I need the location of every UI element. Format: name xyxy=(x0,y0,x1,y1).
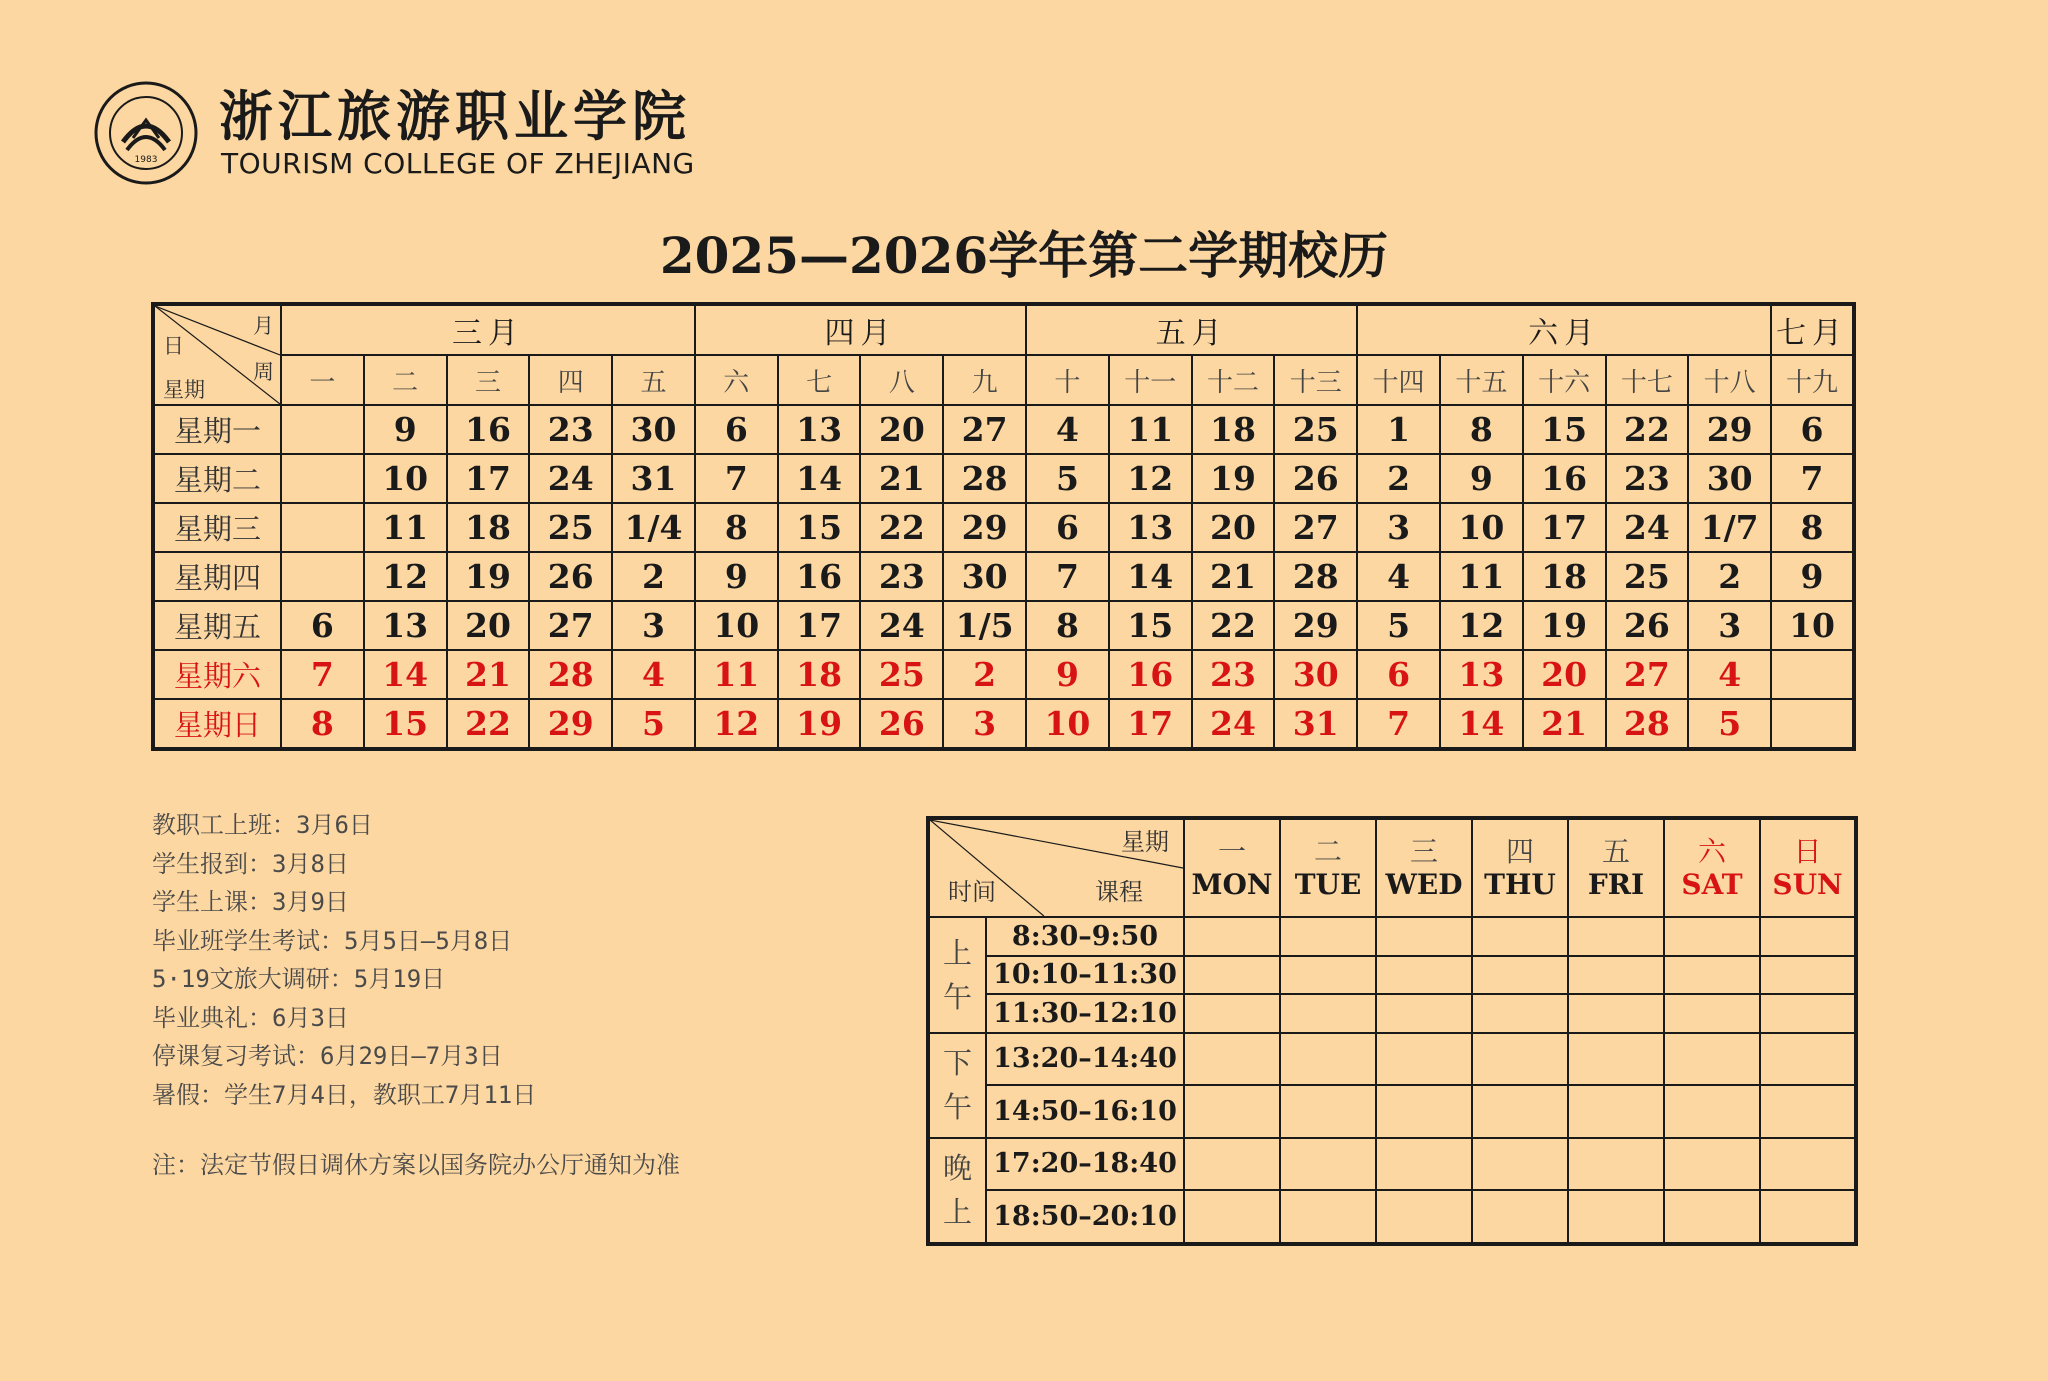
day-column-header xyxy=(1280,818,1376,917)
date-cell: 22 xyxy=(1606,405,1689,454)
course-cell[interactable] xyxy=(1376,1138,1472,1190)
date-cell: 11 xyxy=(695,650,778,699)
date-cell: 25 xyxy=(1606,552,1689,601)
date-cell: 23 xyxy=(529,405,612,454)
course-cell[interactable] xyxy=(1376,994,1472,1033)
date-cell: 31 xyxy=(1274,699,1357,749)
date-cell: 31 xyxy=(612,454,695,503)
week-number: 十七 xyxy=(1606,355,1689,405)
course-cell[interactable] xyxy=(1280,1138,1376,1190)
date-cell: 16 xyxy=(447,405,530,454)
day-column-header xyxy=(1760,818,1856,917)
date-cell: 22 xyxy=(860,503,943,552)
date-cell: 12 xyxy=(1440,601,1523,650)
date-cell: 23 xyxy=(1606,454,1689,503)
date-cell: 21 xyxy=(860,454,943,503)
date-cell: 27 xyxy=(1274,503,1357,552)
week-number: 十二 xyxy=(1192,355,1275,405)
date-cell: 16 xyxy=(1523,454,1606,503)
time-slot: 11:30–12:10 xyxy=(986,994,1184,1033)
date-cell: 30 xyxy=(612,405,695,454)
date-cell: 28 xyxy=(529,650,612,699)
day-name-chinese: 一 xyxy=(1217,835,1246,868)
date-cell: 27 xyxy=(529,601,612,650)
date-cell: 16 xyxy=(778,552,861,601)
day-name-english: THU xyxy=(1484,868,1556,901)
date-cell xyxy=(281,454,364,503)
date-cell: 3 xyxy=(1357,503,1440,552)
date-cell: 13 xyxy=(364,601,447,650)
period-label-char: 午 xyxy=(942,1090,972,1125)
course-cell[interactable] xyxy=(1184,994,1280,1033)
date-cell: 7 xyxy=(281,650,364,699)
course-cell[interactable] xyxy=(1280,994,1376,1033)
course-cell[interactable] xyxy=(1664,1033,1760,1086)
weekday-row xyxy=(153,650,1854,699)
course-cell[interactable] xyxy=(1568,1138,1664,1190)
course-cell[interactable] xyxy=(1760,917,1856,956)
course-cell[interactable] xyxy=(1664,1085,1760,1138)
course-cell[interactable] xyxy=(1472,1190,1568,1244)
course-cell[interactable] xyxy=(1376,956,1472,995)
timetable-row xyxy=(928,1033,1856,1086)
date-cell: 25 xyxy=(860,650,943,699)
date-cell xyxy=(281,405,364,454)
class-timetable xyxy=(926,816,1858,1246)
date-cell: 14 xyxy=(1440,699,1523,749)
month-label: 四月 xyxy=(695,304,1026,355)
date-cell: 18 xyxy=(1523,552,1606,601)
date-cell: 16 xyxy=(1109,650,1192,699)
day-column-header xyxy=(1568,818,1664,917)
date-cell: 9 xyxy=(1440,454,1523,503)
date-cell xyxy=(281,503,364,552)
date-cell: 22 xyxy=(1192,601,1275,650)
date-cell: 8 xyxy=(281,699,364,749)
date-cell: 5 xyxy=(612,699,695,749)
month-header-row xyxy=(153,304,1854,355)
course-cell[interactable] xyxy=(1280,1190,1376,1244)
month-label: 六月 xyxy=(1357,304,1771,355)
course-cell[interactable] xyxy=(1376,1085,1472,1138)
date-cell: 2 xyxy=(1357,454,1440,503)
date-cell: 1/5 xyxy=(943,601,1026,650)
weekday-row xyxy=(153,699,1854,749)
day-column-header xyxy=(1664,818,1760,917)
date-cell: 1 xyxy=(1357,405,1440,454)
date-cell: 2 xyxy=(1688,552,1771,601)
date-cell: 20 xyxy=(447,601,530,650)
period-label-char: 午 xyxy=(942,979,972,1014)
timetable-row xyxy=(928,917,1856,956)
date-cell: 17 xyxy=(778,601,861,650)
note-item: 毕业典礼：6月3日 xyxy=(152,1003,349,1032)
week-number: 十一 xyxy=(1109,355,1192,405)
date-cell: 26 xyxy=(529,552,612,601)
date-cell: 3 xyxy=(1688,601,1771,650)
date-cell: 6 xyxy=(695,405,778,454)
date-cell: 5 xyxy=(1357,601,1440,650)
course-cell[interactable] xyxy=(1760,1138,1856,1190)
corner-label-weekday: 星期 xyxy=(163,378,205,402)
week-number: 五 xyxy=(612,355,695,405)
course-cell[interactable] xyxy=(1664,956,1760,995)
date-cell: 20 xyxy=(860,405,943,454)
timetable-corner-header xyxy=(928,818,1184,917)
date-cell: 10 xyxy=(1026,699,1109,749)
date-cell: 5 xyxy=(1026,454,1109,503)
date-cell: 2 xyxy=(943,650,1026,699)
time-slot: 18:50–20:10 xyxy=(986,1190,1184,1244)
school-calendar-table xyxy=(151,302,1856,751)
date-cell: 23 xyxy=(860,552,943,601)
weekday-label: 星期一 xyxy=(153,405,281,454)
week-number: 十五 xyxy=(1440,355,1523,405)
course-cell[interactable] xyxy=(1760,1033,1856,1086)
date-cell: 25 xyxy=(1274,405,1357,454)
schedule-notes xyxy=(152,806,680,1185)
timetable-header-row xyxy=(928,818,1856,917)
date-cell: 21 xyxy=(1192,552,1275,601)
date-cell: 7 xyxy=(695,454,778,503)
college-name-chinese: 浙江旅游职业学院 xyxy=(219,84,691,148)
date-cell: 6 xyxy=(1771,405,1854,454)
corner-label-day: 日 xyxy=(163,334,184,358)
time-slot: 17:20–18:40 xyxy=(986,1138,1184,1190)
course-cell[interactable] xyxy=(1472,917,1568,956)
month-label: 三月 xyxy=(281,304,695,355)
period-label-char: 下 xyxy=(942,1046,972,1081)
date-cell: 17 xyxy=(1109,699,1192,749)
week-number-row xyxy=(153,355,1854,405)
timetable-row xyxy=(928,956,1856,995)
week-number: 十三 xyxy=(1274,355,1357,405)
date-cell: 10 xyxy=(695,601,778,650)
day-name-chinese: 四 xyxy=(1505,835,1534,868)
date-cell: 28 xyxy=(1606,699,1689,749)
date-cell: 30 xyxy=(1274,650,1357,699)
note-item: 毕业班学生考试：5月5日—5月8日 xyxy=(152,926,513,955)
date-cell: 24 xyxy=(1192,699,1275,749)
date-cell xyxy=(1771,650,1854,699)
course-cell[interactable] xyxy=(1472,1085,1568,1138)
time-slot: 13:20–14:40 xyxy=(986,1033,1184,1086)
date-cell: 7 xyxy=(1771,454,1854,503)
date-cell: 14 xyxy=(1109,552,1192,601)
course-cell[interactable] xyxy=(1664,1138,1760,1190)
date-cell: 26 xyxy=(1274,454,1357,503)
day-name-chinese: 六 xyxy=(1697,835,1726,868)
date-cell: 8 xyxy=(1440,405,1523,454)
date-cell: 30 xyxy=(1688,454,1771,503)
course-cell[interactable] xyxy=(1184,1190,1280,1244)
course-cell[interactable] xyxy=(1664,994,1760,1033)
date-cell: 4 xyxy=(1688,650,1771,699)
date-cell: 28 xyxy=(1274,552,1357,601)
time-slot: 10:10–11:30 xyxy=(986,956,1184,995)
date-cell: 4 xyxy=(1357,552,1440,601)
date-cell: 15 xyxy=(364,699,447,749)
course-cell[interactable] xyxy=(1184,1085,1280,1138)
date-cell: 14 xyxy=(364,650,447,699)
weekday-label: 星期二 xyxy=(153,454,281,503)
period-label xyxy=(928,1138,986,1244)
date-cell: 3 xyxy=(612,601,695,650)
note-item: 学生报到：3月8日 xyxy=(152,849,349,878)
week-number: 十六 xyxy=(1523,355,1606,405)
date-cell: 8 xyxy=(695,503,778,552)
day-name-english: TUE xyxy=(1294,868,1362,901)
week-number: 四 xyxy=(529,355,612,405)
course-cell[interactable] xyxy=(1568,956,1664,995)
date-cell: 9 xyxy=(695,552,778,601)
date-cell: 7 xyxy=(1357,699,1440,749)
course-cell[interactable] xyxy=(1376,1033,1472,1086)
date-cell: 20 xyxy=(1192,503,1275,552)
course-cell[interactable] xyxy=(1664,1190,1760,1244)
date-cell: 27 xyxy=(1606,650,1689,699)
day-column-header xyxy=(1184,818,1280,917)
day-name-english: SUN xyxy=(1772,868,1843,901)
footnote: 注：法定节假日调休方案以国务院办公厅通知为准 xyxy=(152,1151,680,1179)
date-cell: 6 xyxy=(1357,650,1440,699)
note-item: 暑假：学生7月4日，教职工7月11日 xyxy=(152,1080,537,1109)
corner-label-time: 时间 xyxy=(948,878,996,906)
corner-label-week: 周 xyxy=(253,360,274,384)
weekday-label: 星期三 xyxy=(153,503,281,552)
date-cell xyxy=(281,552,364,601)
course-cell[interactable] xyxy=(1376,917,1472,956)
page-title: 2025—2026学年第二学期校历 xyxy=(659,226,1389,285)
week-number: 二 xyxy=(364,355,447,405)
course-cell[interactable] xyxy=(1568,917,1664,956)
weekday-row xyxy=(153,405,1854,454)
timetable-row xyxy=(928,1138,1856,1190)
course-cell[interactable] xyxy=(1760,1085,1856,1138)
date-cell: 8 xyxy=(1026,601,1109,650)
course-cell[interactable] xyxy=(1376,1190,1472,1244)
date-cell: 18 xyxy=(1192,405,1275,454)
period-label-char: 上 xyxy=(942,935,972,970)
date-cell: 6 xyxy=(281,601,364,650)
day-name-english: WED xyxy=(1385,868,1463,901)
date-cell: 15 xyxy=(778,503,861,552)
date-cell: 13 xyxy=(1440,650,1523,699)
date-cell: 11 xyxy=(1109,405,1192,454)
date-cell: 19 xyxy=(447,552,530,601)
date-cell: 27 xyxy=(943,405,1026,454)
course-cell[interactable] xyxy=(1664,917,1760,956)
time-slot: 8:30–9:50 xyxy=(986,917,1184,956)
date-cell: 9 xyxy=(364,405,447,454)
course-cell[interactable] xyxy=(1760,994,1856,1033)
period-label xyxy=(928,917,986,1033)
week-number: 九 xyxy=(943,355,1026,405)
week-number: 十八 xyxy=(1688,355,1771,405)
date-cell: 11 xyxy=(1440,552,1523,601)
date-cell: 23 xyxy=(1192,650,1275,699)
course-cell[interactable] xyxy=(1280,956,1376,995)
date-cell: 19 xyxy=(1523,601,1606,650)
course-cell[interactable] xyxy=(1472,956,1568,995)
date-cell: 24 xyxy=(529,454,612,503)
date-cell: 9 xyxy=(1026,650,1109,699)
weekday-row xyxy=(153,552,1854,601)
date-cell: 19 xyxy=(1192,454,1275,503)
course-cell[interactable] xyxy=(1472,994,1568,1033)
corner-label-weekday: 星期 xyxy=(1121,828,1169,856)
week-number: 十九 xyxy=(1771,355,1854,405)
college-name-english: TOURISM COLLEGE OF ZHEJIANG xyxy=(221,147,695,180)
calendar-corner-header xyxy=(153,304,281,405)
day-name-chinese: 日 xyxy=(1793,835,1822,868)
date-cell: 26 xyxy=(1606,601,1689,650)
weekday-label: 星期六 xyxy=(153,650,281,699)
date-cell: 21 xyxy=(447,650,530,699)
day-name-chinese: 五 xyxy=(1601,835,1630,868)
date-cell: 26 xyxy=(860,699,943,749)
course-cell[interactable] xyxy=(1184,956,1280,995)
date-cell: 1/4 xyxy=(612,503,695,552)
day-name-english: SAT xyxy=(1681,868,1743,901)
date-cell: 15 xyxy=(1523,405,1606,454)
date-cell: 13 xyxy=(1109,503,1192,552)
timetable-row xyxy=(928,1190,1856,1244)
time-slot: 14:50–16:10 xyxy=(986,1085,1184,1138)
date-cell: 29 xyxy=(943,503,1026,552)
week-number: 十 xyxy=(1026,355,1109,405)
month-label: 七月 xyxy=(1771,304,1854,355)
date-cell: 10 xyxy=(1440,503,1523,552)
course-cell[interactable] xyxy=(1280,1033,1376,1086)
date-cell: 17 xyxy=(1523,503,1606,552)
date-cell: 19 xyxy=(778,699,861,749)
date-cell: 30 xyxy=(943,552,1026,601)
date-cell: 17 xyxy=(447,454,530,503)
week-number: 六 xyxy=(695,355,778,405)
week-number: 七 xyxy=(778,355,861,405)
note-item: 5·19文旅大调研：5月19日 xyxy=(152,965,446,993)
date-cell: 28 xyxy=(943,454,1026,503)
day-column-header xyxy=(1472,818,1568,917)
weekday-row xyxy=(153,503,1854,552)
date-cell: 12 xyxy=(1109,454,1192,503)
weekday-row xyxy=(153,454,1854,503)
course-cell[interactable] xyxy=(1184,1138,1280,1190)
month-label: 五月 xyxy=(1026,304,1357,355)
weekday-label: 星期日 xyxy=(153,699,281,749)
date-cell xyxy=(1771,699,1854,749)
date-cell: 5 xyxy=(1688,699,1771,749)
date-cell: 12 xyxy=(364,552,447,601)
corner-label-month: 月 xyxy=(253,314,274,338)
course-cell[interactable] xyxy=(1568,1085,1664,1138)
course-cell[interactable] xyxy=(1280,917,1376,956)
date-cell: 3 xyxy=(943,699,1026,749)
date-cell: 13 xyxy=(778,405,861,454)
week-number: 一 xyxy=(281,355,364,405)
date-cell: 4 xyxy=(1026,405,1109,454)
note-item: 停课复习考试：6月29日—7月3日 xyxy=(152,1042,503,1070)
course-cell[interactable] xyxy=(1184,917,1280,956)
date-cell: 9 xyxy=(1771,552,1854,601)
day-name-english: MON xyxy=(1191,868,1273,901)
date-cell: 29 xyxy=(1688,405,1771,454)
date-cell: 8 xyxy=(1771,503,1854,552)
date-cell: 22 xyxy=(447,699,530,749)
date-cell: 7 xyxy=(1026,552,1109,601)
college-seal-icon xyxy=(93,80,199,186)
date-cell: 10 xyxy=(1771,601,1854,650)
date-cell: 24 xyxy=(1606,503,1689,552)
course-cell[interactable] xyxy=(1760,956,1856,995)
timetable-row xyxy=(928,994,1856,1033)
date-cell: 29 xyxy=(529,699,612,749)
day-column-header xyxy=(1376,818,1472,917)
week-number: 八 xyxy=(860,355,943,405)
course-cell[interactable] xyxy=(1760,1190,1856,1244)
date-cell: 20 xyxy=(1523,650,1606,699)
date-cell: 10 xyxy=(364,454,447,503)
date-cell: 15 xyxy=(1109,601,1192,650)
day-name-chinese: 二 xyxy=(1313,835,1342,868)
week-number: 三 xyxy=(447,355,530,405)
period-label xyxy=(928,1033,986,1138)
timetable-row xyxy=(928,1085,1856,1138)
course-cell[interactable] xyxy=(1568,994,1664,1033)
course-cell[interactable] xyxy=(1280,1085,1376,1138)
course-cell[interactable] xyxy=(1472,1033,1568,1086)
seal-year: 1983 xyxy=(134,155,158,165)
date-cell: 14 xyxy=(778,454,861,503)
period-label-char: 上 xyxy=(942,1195,972,1230)
weekday-label: 星期五 xyxy=(153,601,281,650)
date-cell: 6 xyxy=(1026,503,1109,552)
note-item: 教职工上班：3月6日 xyxy=(152,811,373,839)
date-cell: 24 xyxy=(860,601,943,650)
date-cell: 18 xyxy=(778,650,861,699)
date-cell: 1/7 xyxy=(1688,503,1771,552)
course-cell[interactable] xyxy=(1184,1033,1280,1086)
date-cell: 18 xyxy=(447,503,530,552)
weekday-label: 星期四 xyxy=(153,552,281,601)
date-cell: 4 xyxy=(612,650,695,699)
date-cell: 25 xyxy=(529,503,612,552)
corner-label-course: 课程 xyxy=(1095,878,1143,906)
date-cell: 21 xyxy=(1523,699,1606,749)
date-cell: 11 xyxy=(364,503,447,552)
day-name-english: FRI xyxy=(1587,868,1645,901)
week-number: 十四 xyxy=(1357,355,1440,405)
period-label-char: 晚 xyxy=(942,1151,972,1186)
date-cell: 29 xyxy=(1274,601,1357,650)
course-cell[interactable] xyxy=(1472,1138,1568,1190)
day-name-chinese: 三 xyxy=(1409,835,1438,868)
course-cell[interactable] xyxy=(1568,1033,1664,1086)
date-cell: 12 xyxy=(695,699,778,749)
weekday-row xyxy=(153,601,1854,650)
course-cell[interactable] xyxy=(1568,1190,1664,1244)
note-item: 学生上课：3月9日 xyxy=(152,888,349,916)
date-cell: 2 xyxy=(612,552,695,601)
